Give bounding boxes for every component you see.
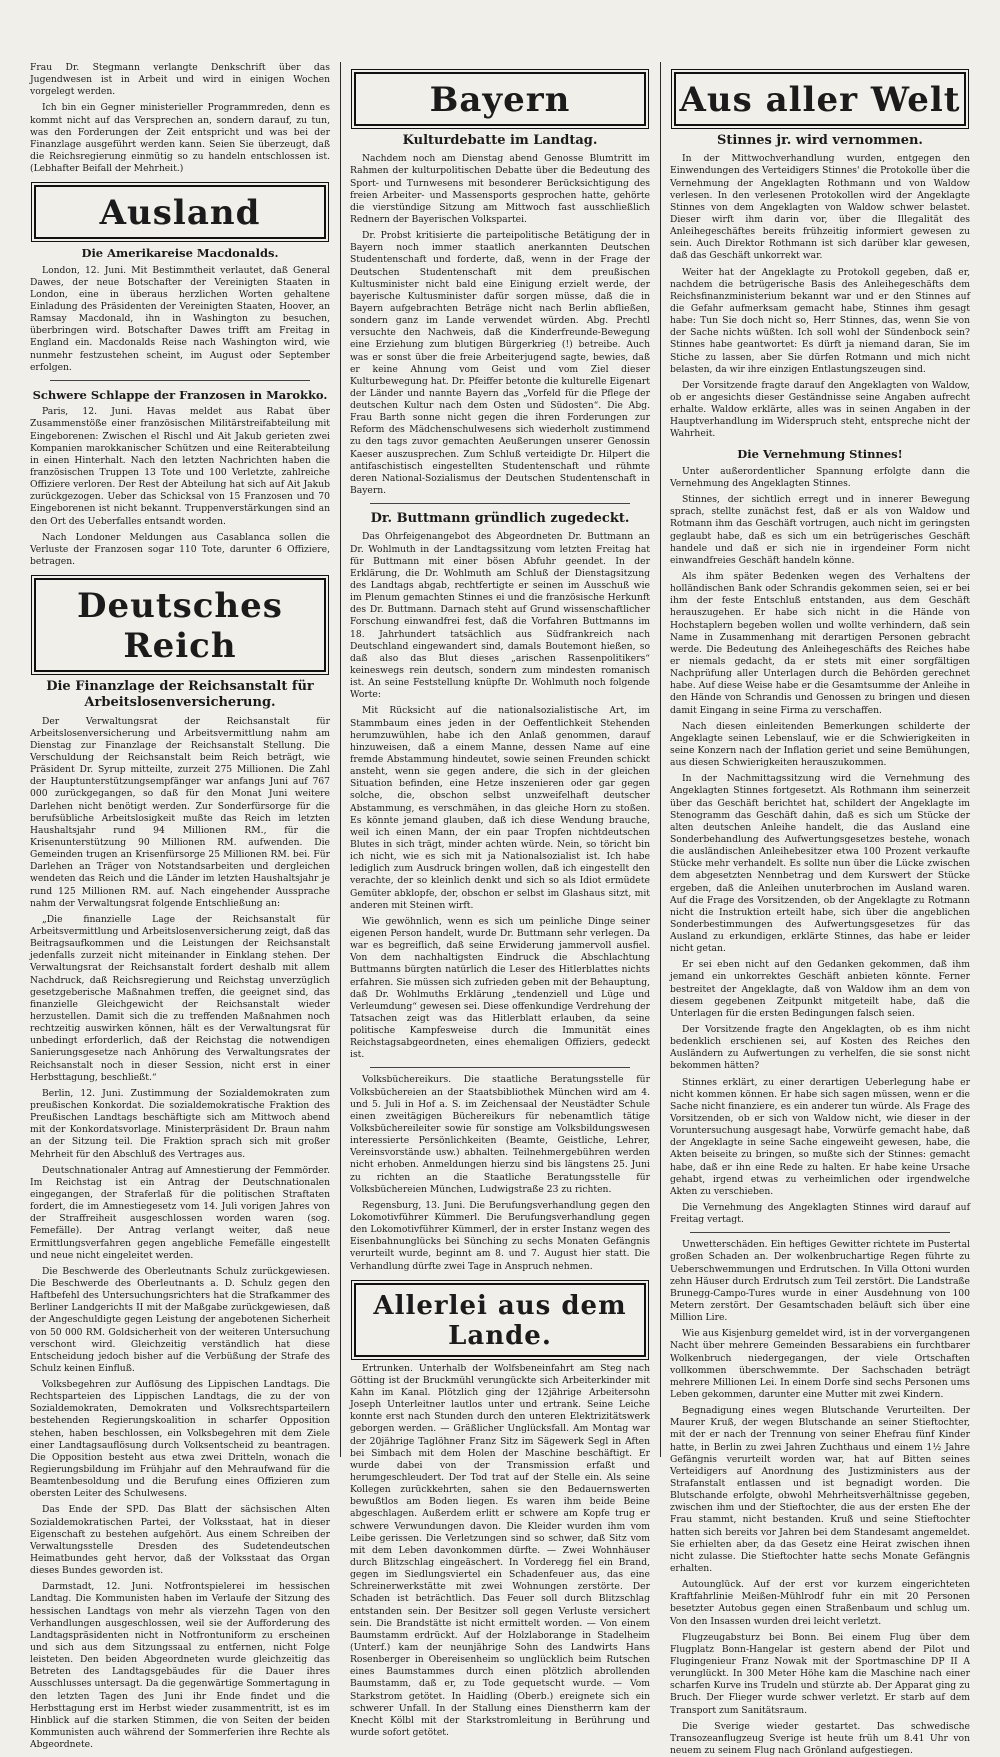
article-text: Begnadigung eines wegen Blutschande Verurteilten. Der Maurer Kruß, der wegen Blutschande an seiner Stieftochter, mit der er nach der Trennung von seiner Ehefrau fünf Kinder hatte, in Berlin zu zwei Jahren Zuchthaus und einem 1½ Jahre Gefängnis verurteilt worden war, hat auf Bitten seines Verteidigers auf Anordnung des Justizministers aus der Strafanstalt entlassen und ist begnadigt worden. Die Blutschande erfolgte, obwohl Mehrheitsverhältnisse gegeben, zwischen ihm und der Stieftochter, die aus der ersten Ehe der Frau stammt, nicht bestanden. Kruß und seine Stieftochter hatten sich bereits vor Jahren bei dem Standesamt angemeldet. Sie erhielten aber, da das Gesetz eine Heirat zwischen ihnen nicht zulasse. Die Stieftochter hatte sechs Monate Gefängnis erhalten.: [670, 1405, 970, 1574]
article-text: Darmstadt, 12. Juni. Notfrontspielerei im hessischen Landtag. Die Kommunisten haben im Verlaufe der Sitzung des hessischen Landtags von mehr als vierzehn Tagen von den Verhandlungen ausgeschlossen, weil sie der Aufforderung des Landtagspräsidenten nicht in Notfrontuniform zu erscheinen und sich aus dem Sitzungssaal zu entfernen, nicht Folge leisteten. Den beiden Abgeordneten wurde gleichzeitig das Betreten des Landtagsgebäudes für die Dauer ihres Ausschlusses untersagt. Da die gegenwärtige Sommertagung in den letzten Tagen des Juni ihr Ende findet und die Herbsttagung erst im Herbst wieder zusammentritt, ist es im Hinblick auf die starken Stimmen, die von Seiten der beiden Kommunisten auch während der Sommerferien ihre Rechte als Abgeordnete.: [30, 1581, 330, 1751]
article-headline: Die Amerikareise Macdonalds.: [81, 246, 279, 261]
divider: [690, 1232, 950, 1233]
article-text: Volksbegehren zur Auflösung des Lippischen Landtags. Die Rechtsparteien des Lippischen Landtags, die zu der von Sozialdemokraten, Demokraten und Volksrechtsparteilern bestehenden Regierungskoalition in scharfer Opposition stehen, haben beschlossen, ein Volksbegehren mit dem Ziele einer Landtagsauflösung durch Volksentscheid zu beantragen. Die Opposition besteht aus etwa zwei Dritteln, wonach die Regierungsbildung im Frühjahr auf den Mehraufwand für die Beamtenbesoldung und die Berufung eines Offizieren zum obersten Leiter des Schulwesens.: [30, 1379, 330, 1500]
article-text: Die Vernehmung des Angeklagten Stinnes wird darauf auf Freitag vertagt.: [670, 1202, 970, 1226]
article-text: In der Mittwochverhandlung wurden, entgegen den Einwendungen des Verteidigers Stinnes' die Protokolle über die Vernehmung der Angeklagten Rothmann und von Waldow verlesen. In den verlesenen Protokollen wird der Angeklagte Stinnes von dem Angeklagten von Waldow schwer belastet. Dieser wirft ihm darin vor, über die Illegalität des Anleihegeschäftes bereits frühzeitig informiert gewesen zu sein. Auch Direktor Rothmann ist sich darüber klar gewesen, daß das Geschäft unkorrekt war.: [670, 153, 970, 262]
article-text: Deutschnationaler Antrag auf Amnestierung der Femmörder. Im Reichstag ist ein Antrag der Deutschnationalen eingegangen, der Straferlaß für die politischen Straftaten fordert, die im Amnestiegesetz vom 14. Juli vorigen Jahres von der Straffreiheit ausgeschlossen worden waren (sog. Femefälle). Der Antrag verlangt weiter, daß neue Ermittlungsverfahren gegen angebliche Femefälle eingestellt und neue nicht eingeleitet werden.: [30, 1164, 330, 1261]
divider: [50, 380, 310, 381]
divider: [370, 503, 630, 504]
article-text: Der Verwaltungsrat der Reichsanstalt für Arbeitslosenversicherung und Arbeitsvermittlung nahm am Dienstag zur Finanzlage der Reichsanstalt Stellung. Die Verschuldung der Reichsanstalt beim Reich beträgt, wie Präsident Dr. Syrup mitteilte, zurzeit 275 Millionen. Die Zahl der Hauptunterstützungsempfänger war anfangs Juni auf 767 000 zurückgegangen, so daß für den Monat Juni weitere Darlehen nicht benötigt werden. Zur Sonderfürsorge für die berufsübliche Arbeitslosigkeit mußte das Reich im letzten Haushaltsjahr rund 94 Millionen RM., für die Krisenunterstützung 90 Millionen RM. aufwenden. Die Gemeinden trugen an Krisenfürsorge 25 Millionen RM. bei. Für Darlehen an Träger von Notstandsarbeiten und dergleichen wendeten das Reich und die Länder im letzten Haushaltsjahr je rund 125 Millionen RM. auf. Nach eingehender Aussprache nahm der Verwaltungsrat folgende Entschließung an:: [30, 715, 330, 909]
article-text: Das Ende der SPD. Das Blatt der sächsischen Alten Sozialdemokratischen Partei, der Volksstaat, hat in dieser Eigenschaft zu bestehen aufgehört. Aus einem Schreiben der Verwaltungsstelle Dresden des Sudetendeutschen Heimatbundes geht hervor, daß der Volksstaat das Organ dieses Bundes geworden ist.: [30, 1504, 330, 1577]
article-text: Die Beschwerde des Oberleutnants Schulz zurückgewiesen. Die Beschwerde des Oberleutnants a. D. Schulz gegen den Haftbefehl des Untersuchungsrichters hat die Strafkammer des Berliner Landgerichts II mit der Maßgabe zurückgewiesen, daß der Angeschuldigte gegen Leistung der angebotenen Sicherheit von 50 000 RM. Goldsicherheit von der weiteren Untersuchung verschont wird. Gleichzeitig verständlich hat diese Entscheidung jedoch bisher auf die Verbüßung der Strafe des Schulz keinen Einfluß.: [30, 1265, 330, 1374]
article-text: Ertrunken. Unterhalb der Wolfsbeneinfahrt am Steg nach Götting ist der Bruckmühl verungückte sich Arbeiterkinder mit Kahn im Kanal. Plötzlich ging der 12jährige Arbeitersohn Joseph Unterleitner lautlos unter und ertrank. Seine Leiche konnte erst nach Stunden durch den unteren Elektrizitätswerk geborgen werden. — Gräßlicher Unglücksfall. Am Montag war der 20jährige Taglöhner Franz Sitz im Sägewerk Segl in Aften bei Simbach mit dem Holen der Maschine beschäftigt. Er wurde dabei von der Transmission erfaßt und herumgeschleudert. Der Tod trat auf der Stelle ein. Als seine Kollegen zurückkehrten, sahen sie den Bedauernswerten bewußtlos am Boden liegen. Es waren ihm beide Beine abgeschlagen. Außerdem erlitt er schwere am Kopfe trug er schwere Verwundungen davon. Die Kleider wurden ihm vom Leibe gerissen. Die Verletzungen sind so schwer, daß Sitz vom mit dem Leben davonkommen dürfte. — Zwei Wohnhäuser durch Blitzschlag eingeäschert. In Vorderegg fiel ein Brand, gegen im Siedlungsviertel ein Schadenfeuer aus, das eine Schreinerwerkstätte mit zwei Wohnungen zerstörte. Der Schaden ist beträchtlich. Das Feuer soll durch Blitzschlag entstanden sein. Der Besitzer soll gegen Verluste versichert sein. Die Brandstätte ist nicht ermittelt worden. — Von einem Baumstamm erdrückt. Auf der Holzlaborange in Stadelheim (Unterf.) kam der neunjährige Sohn des Landwirts Hans Rosenberger in Obereisenheim so unglücklich beim Rutschen eines Baumstammes durch einen plötzlich abrollenden Baumstamm, daß er, zu Tode gequetscht wurde. — Vom Starkstrom getötet. In Haidling (Oberb.) ereignete sich ein schwerer Unfall. In der Stallung eines Dienstherrn kam der Knecht Kölbl mit der Starkstromleitung in Berührung und wurde sofort getötet.: [350, 1362, 650, 1738]
column-rule: [660, 62, 661, 1457]
article-text: Der Vorsitzende fragte darauf den Angeklagten von Waldow, ob er angesichts dieser Geständnisse seine Angaben aufrecht erhalte. Waldow erklärte, alles was in seinen Angaben in der Hauptverhandlung im Widerspruch steht, entspreche nicht der Wahrheit.: [670, 379, 970, 440]
article-text: Wie gewöhnlich, wenn es sich um peinliche Dinge seiner eigenen Person handelt, wurde Dr. Buttmann sehr verlegen. Da war es begreiflich, daß seine Erwiderung jammervoll ausfiel. Von dem nachhaltigsten Eindruck die Abschlachtung Buttmanns bürgten natürlich die Leser des Hitlerblattes nichts erfahren. Sie müssen sich zufrieden geben mit der Behauptung, daß Dr. Wohlmuths Erklärung „tendenziell und Lüge und Verleumdung“ gewesen sei. Diese offenkundige Verdrehung der Tatsachen zeigt was das Hitlerblatt erlauben, da seine politische Kampfesweise durch die Immunität eines Reichstagsabgeordneten, eines ehemaligen Offiziers, gedeckt ist.: [350, 915, 650, 1061]
article-text: Regensburg, 13. Juni. Die Berufungsverhandlung gegen den Lokomotivführer Kümmerl. Die Berufungsverhandlung gegen den Lokomotivführer Kümmerl, der in erster Instanz wegen des Eisenbahnunglücks bei Sünching zu sechs Monaten Gefängnis verurteilt wurde, beginnt am 8. und 7. August hier statt. Die Verhandlung dürfte zwei Tage in Anspruch nehmen.: [350, 1199, 650, 1272]
section-heading-aus-aller-welt: Aus aller Welt: [674, 72, 966, 126]
article-text: Frau Dr. Stegmann verlangte Denkschrift über das Jugendwesen ist in Arbeit und wird in einigen Wochen vorgelegt werden.: [30, 62, 330, 98]
article-text: Das Ohrfeigenangebot des Abgeordneten Dr. Buttmann an Dr. Wohlmuth in der Landtagssitzung vom letzten Freitag hat für Buttmann mit einer bösen Abfuhr geendet. In der Erklärung, die Dr. Wohlmuth am Schluß der Dienstagsitzung des Landtags abgab, rechtfertigte er seinen im Ausschuß wie im Plenum gemachten Stinnes ei und die französische Herkunft des Dr. Buttmann. Darnach steht auf Grund wissenschaftlicher Forschung einwandfrei fest, daß die Vorfahren Buttmanns im 18. Jahrhundert tatsächlich aus Südfrankreich nach Deutschland eingewandert sind, damals Boutemont hießen, so daß also das Blut dieses „arischen Rassenpolitikers“ keineswegs rein deutsch, sondern zum mindesten romanisch ist. An seine Feststellung knüpfte Dr. Wohlmuth noch folgende Worte:: [350, 531, 650, 701]
article-text: Berlin, 12. Juni. Zustimmung der Sozialdemokraten zum preußischen Konkordat. Die sozialdemokratische Fraktion des Preußischen Landtags beschäftigte sich am Mittwoch abend mit der Konkordatsvorlage. Ministerpräsident Dr. Braun nahm an der Sitzung teil. Die Fraktion sprach sich mit großer Mehrheit für den Abschluß des Vertrages aus.: [30, 1087, 330, 1160]
article-text: Er sei eben nicht auf den Gedanken gekommen, daß ihm jemand ein unkorrektes Geschäft anbieten könnte. Ferner bestreitet der Angeklagte, daß von Waldow ihm an dem von diesem gegebenen Zeitpunkt mitgeteilt habe, daß die Unterlagen für die ersten Bedingungen falsch seien.: [670, 959, 970, 1019]
section-heading-ausland: Ausland: [34, 185, 326, 239]
article-text: In der Nachmittagssitzung wird die Vernehmung des Angeklagten Stinnes fortgesetzt. Als Rothmann ihm seinerzeit über das Geschäft berichtet hat, schildert der Angeklagte im Stenogramm das Geschäft dahin, daß es sich um Stücke der alten deutschen Anleihe handelt, die das Ausland eine Sonderbehandlung des Aufwertungsgesetzes bestehe, wonach die ausländischen Anleihebesitzer etwa 100 Prozent verkaufte Stücke mehr verhandelt. Es sollte nun über die Lücke zwischen dem abgesetzten Nennbetrag und dem Kurswert der Stücke ergeben, daß die Anleihen unuterbrochen im Ausland waren. Auf die Frage des Vorsitzenden, ob der Angeklagte zu Rotmann nicht die Instruktion erteilt habe, sich über die angeblichen Sonderbestimmungen des Aufwertungsgesetzes für das Ausland zu erkundigen, erklärte Stinnes, das habe er leider nicht getan.: [670, 773, 970, 955]
column-rule: [340, 62, 341, 1457]
article-text: Flugzeugabsturz bei Bonn. Bei einem Flug über dem Flugplatz Bonn-Hangelar ist gestern abend der Pilot und Flugingenieur Franz Nowak mit der Sportmaschine DP II A verunglückt. In 300 Meter Höhe kam die Maschine nach einer scharfen Kurve ins Trudeln und stürzte ab. Der Apparat ging zu Bruch. Der Flieger wurde schwer verletzt. Er starb auf dem Transport zum Sanitätsraum.: [670, 1631, 970, 1716]
article-text: Die Sverige wieder gestartet. Das schwedische Transozeanflugzeug Sverige ist heute früh um 8.41 Uhr von neuem zu seinem Flug nach Grönland aufgestiegen.: [670, 1720, 970, 1756]
article-text: Ich bin ein Gegner ministerieller Programmreden, denn es kommt nicht auf das Versprechen an, sondern darauf, zu tun, was den Forderungen der Zeit entspricht und was bei der Finanzlage ausgeführt werden kann. Seien Sie überzeugt, daß die Reichsregierung einmütig so zu handeln entschlossen ist. (Lebhafter Beifall der Mehrheit.): [30, 102, 330, 175]
section-heading-allerlei: Allerlei aus dem Lande.: [354, 1283, 646, 1357]
article-text: Volksbüchereikurs. Die staatliche Beratungsstelle für Volksbüchereien an der Staatsbibliothek München wird am 4. und 5. Juli in Hof a. S. im Zeichensaal der Neustädter Schule einen zweitägigen Büchereikurs für nebenamtlich tätige Volksbüchereileiter sowie für sonstige am Volksbildungswesen interessierte Persönlichkeiten (Beamte, Geistliche, Lehrer, Vereinsvorstände usw.) abhalten. Teilnehmergebühren werden nicht erhoben. Anmeldungen hierzu sind bis längstens 25. Juni zu richten an die Staatliche Beratungsstelle für Volksbüchereien München, Ludwigstraße 23 zu richten.: [350, 1074, 650, 1195]
article-text: Unwetterschäden. Ein heftiges Gewitter richtete im Pustertal großen Schaden an. Der wolkenbruchartige Regen führte zu Ueberschwemmungen und Erdrutschen. In Villa Ottoni wurden zehn Häuser durch Erdrutsch zum Teil zerstört. Die Landstraße Brunegg-Campo-Tures wurde in einer Ausdehnung von 100 Metern zerstört. Der Gesamtschaden beläuft sich über eine Million Lire.: [670, 1239, 970, 1324]
divider: [370, 1067, 630, 1068]
article-headline: Schwere Schlappe der Franzosen in Marokko.: [32, 387, 328, 402]
article-headline: Die Vernehmung Stinnes!: [737, 447, 903, 462]
article-text: Nach Londoner Meldungen aus Casablanca sollen die Verluste der Franzosen sogar 110 Tote, darunter 6 Offiziere, betragen.: [30, 531, 330, 567]
article-text: Stinnes erklärt, zu einer derartigen Ueberlegung habe er nicht kommen können. Er habe sich sagen müssen, wenn er die Sache nicht finanziere, es ein anderer tun würde. Als Frage des Vorsitzenden, ob er sich von Waldow nicht, wie dieser in der Voruntersuchung ausgesagt habe, Vorwürfe gemacht habe, daß der Angeklagte in seine Sache eingeweiht gewesen, habe, die Akten beiseite zu bringen, so mußte sich der Stinnes: gemacht habe, daß er ihn eine Rede zu halten. Er habe keine Ursache gehabt, irgend etwas zu verheimlichen oder irgendwelche Akten zu verschieben.: [670, 1076, 970, 1197]
article-headline: Die Finanzlage der Reichsanstalt für Arbeitslosenversicherung.: [46, 679, 314, 711]
column-3: [670, 62, 970, 1756]
article-text: Unter außerordentlicher Spannung erfolgte dann die Vernehmung des Angeklagten Stinnes.: [670, 465, 970, 489]
article-headline: Kulturdebatte im Landtag.: [402, 133, 598, 148]
article-text: Weiter hat der Angeklagte zu Protokoll gegeben, daß er, nachdem die betrügerische Basis des Anleihegeschäfts dem Reichsfinanzministerium bekannt war und er den Stinnes auf die Gefahr aufmerksam gemacht habe, Stinnes ihm gesagt habe: Tun Sie doch nicht so, Herr Stinnes, das, wenn Sie von der Sache nichts wüßten. Ich soll wohl der Sündenbock sein? Stinnes habe geantwortet: Es dürft ja niemand daran, Sie im Stiche zu lassen, aber Sie dürfen Rotmann und mich nicht belasten, da wir ihre einzigen Entlastungszeugen sind.: [670, 266, 970, 375]
article-text: Nach diesen einleitenden Bemerkungen schilderte der Angeklagte seinen Lebenslauf, wie er die Schwierigkeiten in seine Konzern nach der Inflation geriet und seine Bemühungen, aus diesen Schwierigkeiten herauszukommen.: [670, 720, 970, 769]
article-text: Wie aus Kisjenburg gemeldet wird, ist in der vorvergangenen Nacht über mehrere Gemeinden Bessarabiens ein furchtbarer Wolkenbruch niedergegangen, der viele Ortschaften vollkommen überschwemmte. Der Sachschaden beträgt mehrere Millionen Lei. In einem Dorfe sind sechs Personen ums Leben gekommen, darunter eine Mutter mit zwei Kindern.: [670, 1328, 970, 1400]
column-2: [350, 62, 650, 1738]
article-headline: Stinnes jr. wird vernommen.: [717, 133, 923, 148]
article-text: Dr. Probst kritisierte die parteipolitische Betätigung der in Bayern noch immer staatlich anerkannten Deutschen Studentenschaft und forderte, daß, wenn in der Frage der Deutschen Studentenschaft mit dem preußischen Kultusminister nicht bald eine Einigung erzielt werde, der bayerische Kultusminister dafür sorgen müsse, daß die in Bayern aufgebrachten Beträge nicht nach Berlin abfließen, sondern ganz im Lande verwendet würden. Abg. Prechtl versuchte den Nachweis, daß die Kinderfreunde-Bewegung eine Erziehung zum blutigen Bürgerkrieg (!) betreibe. Auch was er sonst über die freie Arbeiterjugend sagte, bewies, daß er keine Ahnung vom Geist und vom Ziel dieser Kulturbewegung hat. Dr. Pfeiffer betonte die kulturelle Eigenart der Länder und nannte Bayern das „Vorfeld für die Pflege der deutschen Kultur nach dem Osten und Südosten“. Die Abg. Frau Barth sonne nicht gegen die ihren Forderungen zur Reform des Mädchenschulwesens sich wiederholt zustimmend zu den tags zuvor gemachten Aeußerungen unserer Genossin Kaeser auszusprechen. Zum Schluß verteidigte Dr. Hilpert die antifaschistisch eingestellten Studentenschaft und rühmte deren National-Sozialismus der Deutschen Studentenschaft in Bayern.: [350, 230, 650, 497]
article-text: Autounglück. Auf der erst vor kurzem eingerichteten Kraftfahrlinie Meißen-Mühlrodf fuhr ein mit 20 Personen besetzter Autobus gegen einen Straßenbaum und schlug um. Von den Insassen wurden drei leicht verletzt.: [670, 1579, 970, 1627]
article-text: „Die finanzielle Lage der Reichsanstalt für Arbeitsvermittlung und Arbeitslosenversicherung zeigt, daß das Beitragsaufkommen und die Leistungen der Reichsanstalt jedenfalls zurzeit nicht miteinander in Einklang stehen. Der Verwaltungsrat der Reichsanstalt fordert deshalb mit allem Nachdruck, daß Reichsregierung und Reichstag unverzüglich gesetzgeberische Maßnahmen treffen, die geeignet sind, das finanzielle Gleichgewicht der Reichsanstalt wieder herzustellen. Damit sich die zu treffenden Maßnahmen noch rechtzeitig auswirken können, hält es der Verwaltungsrat für unbedingt erforderlich, daß der Reichstag die notwendigen Sanierungsgesetze nach Anhörung des Verwaltungsrates der Reichsanstalt noch in dieser Session, nicht erst in einer Herbsttagung, beschließt.“: [30, 913, 330, 1083]
article-headline: Dr. Buttmann gründlich zugedeckt.: [370, 511, 630, 527]
column-1: [30, 62, 330, 1751]
article-text: Paris, 12. Juni. Havas meldet aus Rabat über Zusammenstöße einer französischen Militärstreifabteilung mit Eingeborenen: Zwischen el Rischl und Ait Jakub gerieten zwei Kompanien marokkanischer Schützen und eine Reiterabteilung in einen Hinterhalt. Nach den letzten Nachrichten haben die französischen Truppen 13 Tote und 100 Verletzte, zahlreiche Offiziere verloren. Der Rest der Abteilung hat sich auf Ait Jakub zurückgezogen. Ueber das Schicksal von 15 Franzosen und 70 Eingeborenen ist nicht bekannt. Truppenverstärkungen sind an den Ort des Ueberfalles entsandt worden.: [30, 406, 330, 527]
article-text: London, 12. Juni. Mit Bestimmtheit verlautet, daß General Dawes, der neue Botschafter der Vereinigten Staaten in London, eine in überaus herzlichen Worten gehaltene Einladung des Präsidenten der Vereinigten Staaten, Hoover, an Ramsay Macdonald, ihn in Washington zu besuchen, überbringen wird. Botschafter Dawes trifft am Freitag in England ein. Macdonalds Reise nach Washington wird, wie nunmehr festzustehen scheint, im August oder September erfolgen.: [30, 264, 330, 373]
article-text: Nachdem noch am Dienstag abend Genosse Blumtritt im Rahmen der kulturpolitischen Debatte über die Bedeutung des Sport- und Turnwesens mit besonderer Berücksichtigung des freien Arbeiter- und Massensports gesprochen hatte, gehörte die vierstündige Sitzung am Mittwoch fast ausschließlich Rednern der Bayerischen Volkspartei.: [350, 153, 650, 225]
article-text: Als ihm später Bedenken wegen des Verhaltens der holländischen Bank oder Schrandis gekommen seien, sei er bei ihm der feste Entschluß entstanden, aus dem Geschäft herauszugehen. Er habe sich nicht in die Hände von Hochstaplern begeben wollen und wollte verhindern, daß sein Name in Zusammenhang mit derartigen Personen gebracht werde. Die Bedeutung des Anleihegeschäfts des Reiches habe er niemals gedacht, da er stets mit einer sorgfältigen Nachprüfung aller Unterlagen durch die Behörden gerechnet habe. Auf diese Weise habe er die Gesamtsumme der Anleihe in den Hände von Schrandis und Genossen zu bringen und diesen damit Eingang in seine Firma zu verschaffen.: [670, 570, 970, 716]
section-heading-bayern: Bayern: [354, 72, 646, 126]
article-text: Stinnes, der sichtlich erregt und in innerer Bewegung sprach, stellte zunächst fest, daß er als von Waldow und Rotmann ihm das Geschäft vortrugen, auch nicht im geringsten geglaubt habe, daß es sich um ein betrügerisches Geschäft handele und daß er sich nie in irgendeiner Form nicht einwandfreies Geschäft handeln könne.: [670, 494, 970, 566]
article-text: Der Vorsitzende fragte den Angeklagten, ob es ihm nicht bedenklich erschienen sei, auf Kosten des Reiches den Ausländern zu Aufwertungen zu verhelfen, die sie sonst nicht bekommen hätten?: [670, 1024, 970, 1072]
section-heading-deutsches-reich: Deutsches Reich: [34, 578, 326, 672]
article-text: Mit Rücksicht auf die nationalsozialistische Art, im Stammbaum eines jeden in der Oeffentlichkeit Stehenden herumzuwühlen, habe ich den Anlaß genommen, darauf hinzuweisen, daß a einem Manne, dessen Name auf eine fremde Abstammung hindeutet, sowie seinen Freunden schickt ansteht, wenn sie gegen andere, die sich in der gleichen Situation befinden, eine Hetze inszenieren oder gar gegen solche, die, obschon selbst unzweifelhaft deutscher Abstammung, es verschmähen, in das gleiche Horn zu stoßen. Es könnte jemand glauben, daß ich diese Wendung brauche, weil ich einen Mann, der ein paar Tropfen nichtdeutschen Blutes in sich trägt, minder achten würde. Nein, so töricht bin ich nicht, wie es sich mit ja Nationalsozialist ist. Ich habe lediglich zum Ausdruck bringen wollen, daß ich eingestellt den verachte, der so kleinlich denkt und sich so als Idiot ermüdete Gemüter abklopfe, der, obschon er selbst im Glashaus sitzt, mit anderen mit Steinen wirft.: [350, 705, 650, 911]
